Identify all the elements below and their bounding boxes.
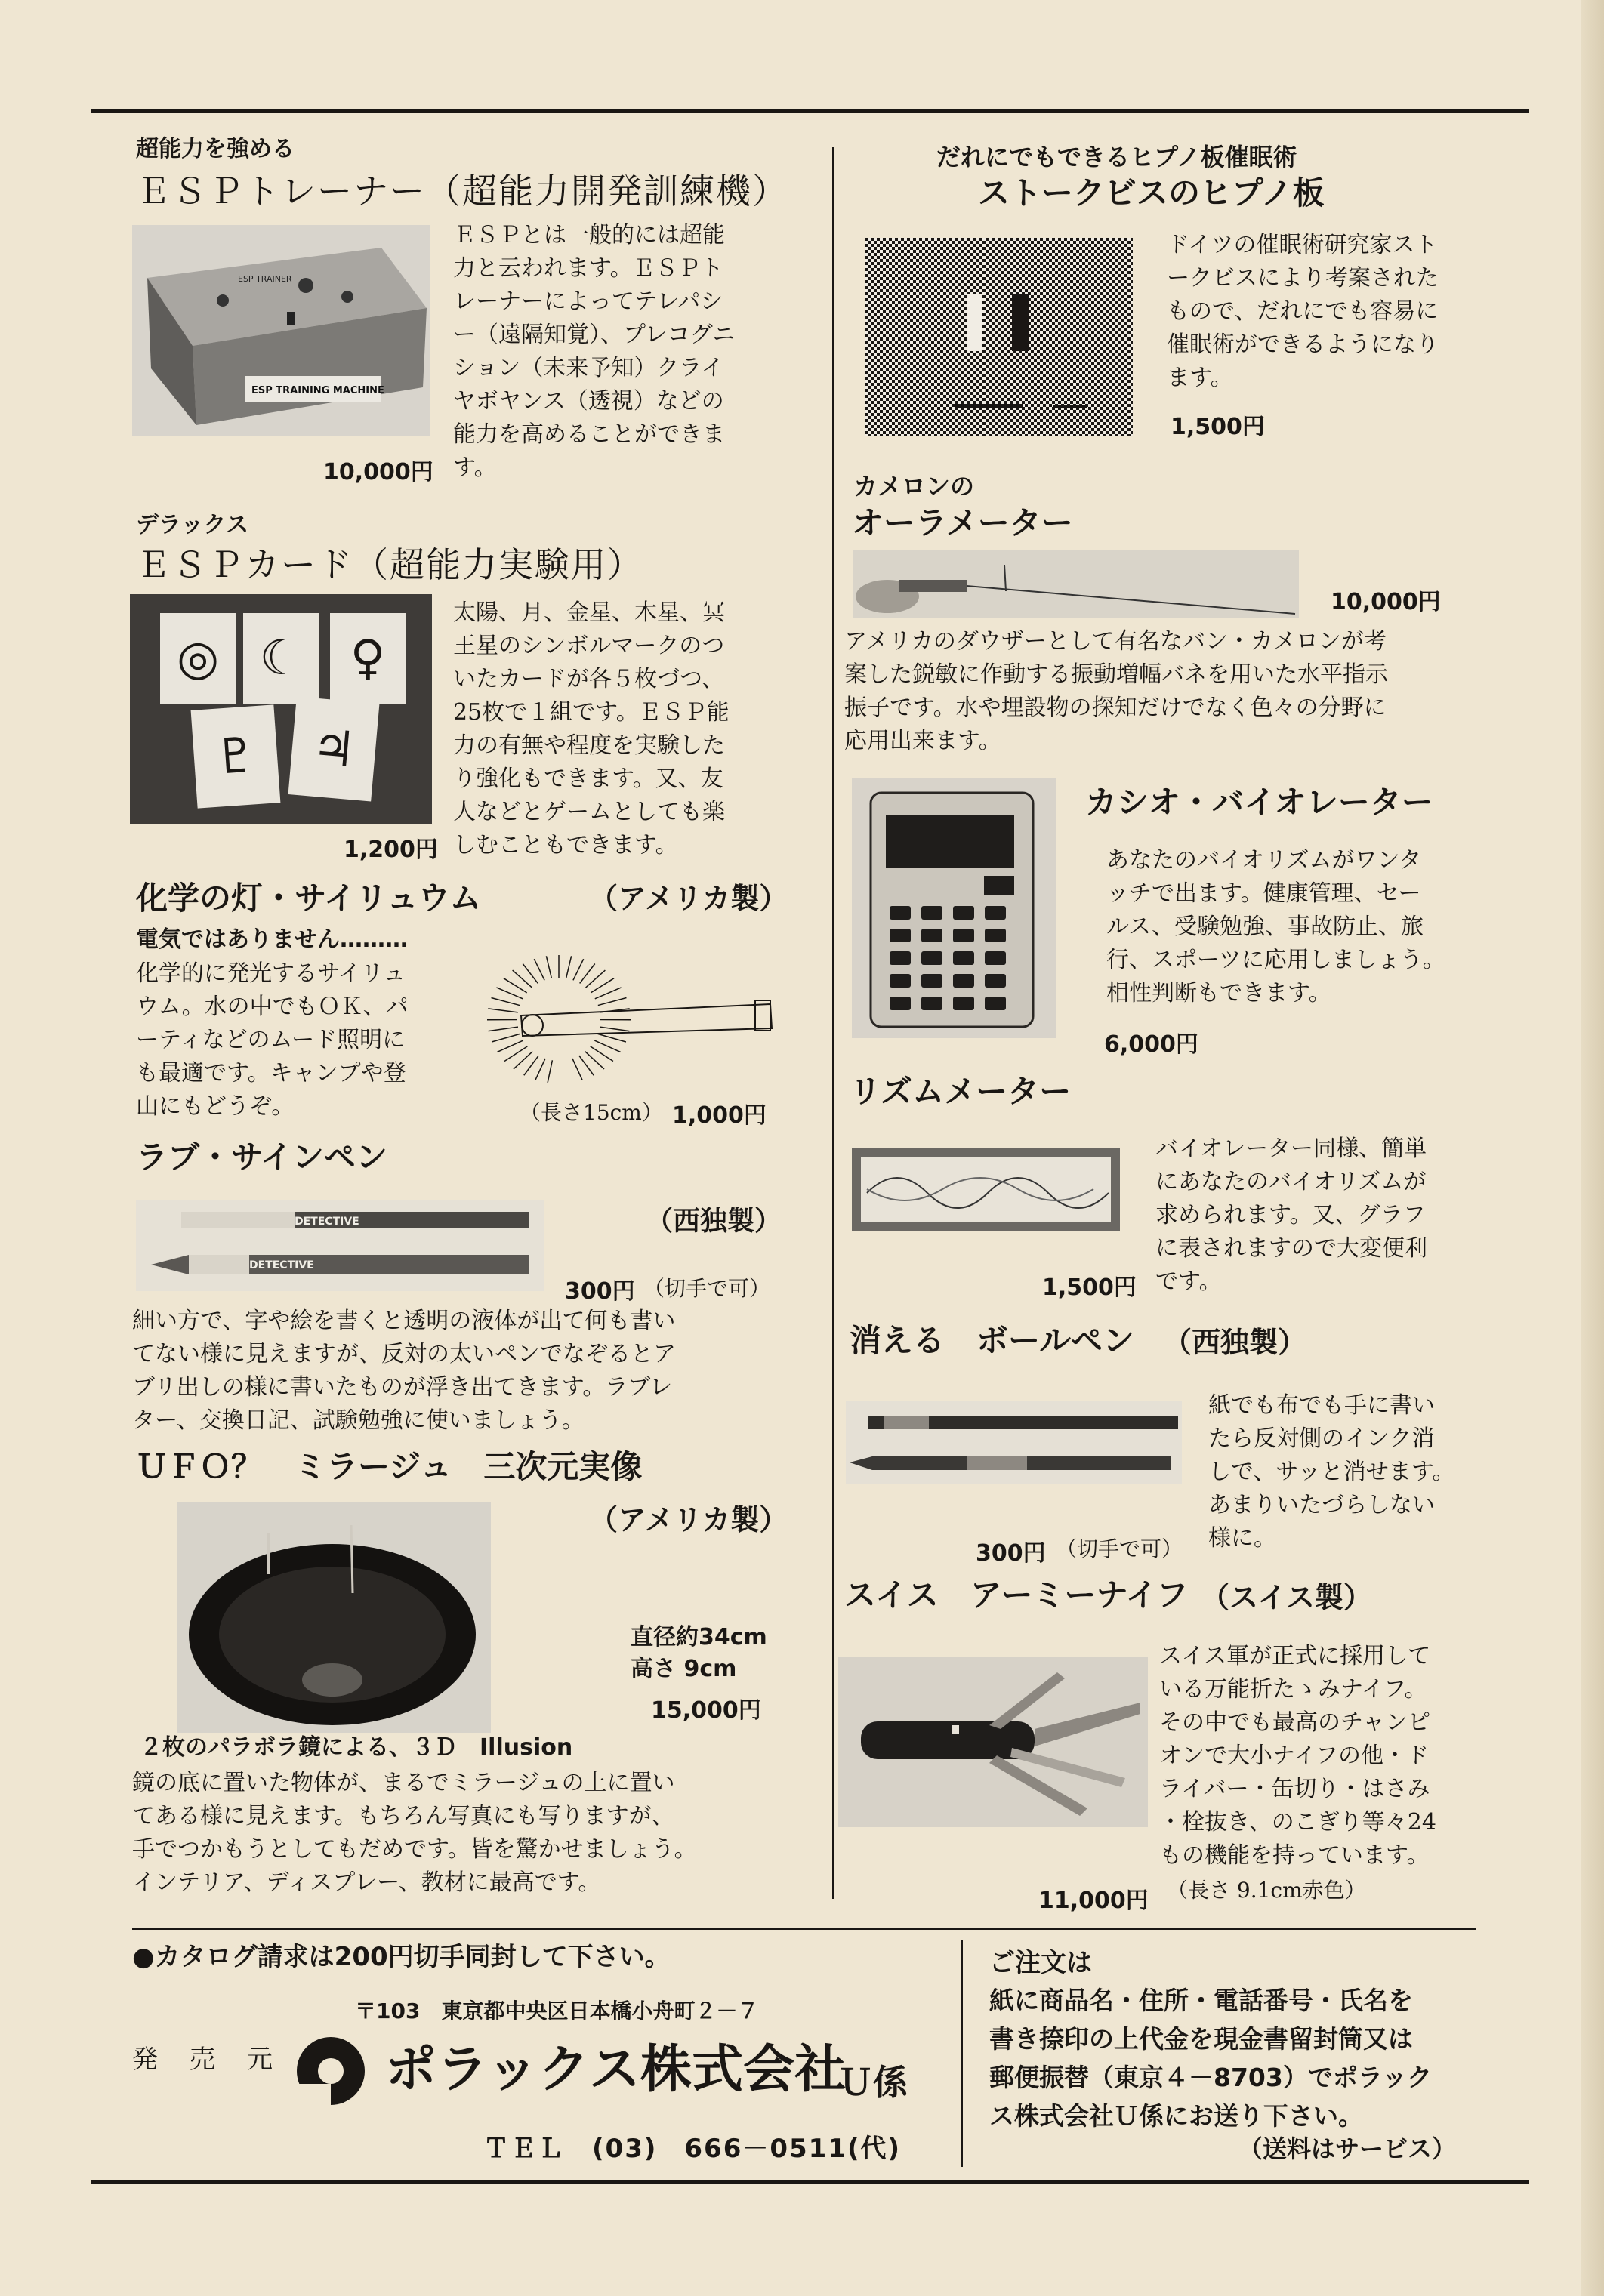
- rhythm-price: 1,500円: [1042, 1274, 1137, 1301]
- desc-line: 手でつかもうとしてもだめです。皆を驚かせましょう。: [132, 1836, 697, 1863]
- love-pen-price-note: （切手で可）: [643, 1276, 771, 1301]
- love-pen-photo: [136, 1200, 544, 1291]
- card-sun: ◎: [160, 613, 236, 704]
- desc-line: スイス軍が正式に採用して: [1159, 1643, 1431, 1669]
- order-line: 郵便振替（東京４－8703）でポラック: [989, 2063, 1433, 2092]
- footer-divider: [961, 1940, 963, 2167]
- esp-cards-description: [453, 596, 730, 862]
- desc-line: ・栓抜き、のこぎり等々24: [1159, 1809, 1436, 1835]
- desc-line: 能力を高めることができま: [453, 421, 725, 448]
- order-line: 書き捺印の上代金を現金書留封筒又は: [989, 2024, 1413, 2054]
- desc-line: いたカードが各５枚づつ、: [453, 666, 724, 692]
- esp-trainer-price: 10,000円: [323, 459, 433, 485]
- desc-line: あまりいたづらしない: [1208, 1492, 1435, 1518]
- seller-label: 発 売 元: [132, 2045, 276, 2075]
- vanishing-pen-description: [1208, 1389, 1454, 1555]
- desc-line: あなたのバイオリズムがワンタ: [1106, 847, 1422, 874]
- card-jupiter: ♃: [288, 696, 380, 801]
- desc-line: いる万能折たゝみナイフ。: [1159, 1676, 1427, 1703]
- swiss-knife-description: [1159, 1640, 1436, 1872]
- cyalume-description: [136, 957, 409, 1123]
- desc-line: てある様に見えます。もちろん写真にも写りますが、: [132, 1803, 674, 1829]
- desc-line: アメリカのダウザーとして有名なバン・カメロンが考: [844, 628, 1387, 655]
- rhythm-description: [1155, 1133, 1427, 1299]
- desc-line: ＥＳＰとは一般的には超能: [453, 222, 725, 248]
- desc-line: 紙でも布でも手に書い: [1208, 1392, 1435, 1419]
- cyalume-origin: （アメリカ製）: [589, 882, 788, 915]
- love-pen-price: 300円: [565, 1278, 635, 1305]
- casio-biolator-photo: [852, 778, 1056, 1038]
- love-pen-origin: （西独製）: [646, 1206, 782, 1237]
- desc-line: にあなたのバイオリズムが: [1155, 1169, 1427, 1195]
- mirage-title: ＵＦＯ？ ミラージュ 三次元実像: [136, 1448, 643, 1485]
- desc-line: 振子です。水や埋設物の探知だけでなく色々の分野に: [844, 695, 1387, 721]
- desc-line: 案した鋭敏に作動する振動増幅バネを用いた水平指示: [844, 661, 1388, 688]
- order-instructions: [989, 1981, 1432, 2135]
- casio-price: 6,000円: [1104, 1031, 1198, 1058]
- desc-line: インテリア、ディスプレー、教材に最高です。: [132, 1869, 601, 1896]
- mirage-photo: [177, 1502, 491, 1733]
- card-pluto: ♇: [191, 704, 281, 808]
- esp-trainer-kicker: 超能力を強める: [136, 136, 295, 162]
- desc-line: す。: [453, 455, 497, 481]
- vanishing-pen-origin: （西独製）: [1163, 1326, 1307, 1359]
- company-name: ポラックス株式会社: [385, 2040, 846, 2100]
- aura-meter-photo: [853, 550, 1299, 618]
- desc-line: り強化もできます。又、友: [453, 766, 723, 792]
- desc-line: 鏡の底に置いた物体が、まるでミラージュの上に置い: [132, 1770, 675, 1796]
- cyalume-size: （長さ15cm）: [520, 1100, 663, 1125]
- desc-line: ライバー・缶切り・はさみ: [1159, 1776, 1430, 1802]
- desc-line: もの機能を持っています。: [1159, 1842, 1430, 1869]
- card-moon: ☾: [243, 613, 319, 704]
- pen-label-top: DETECTIVE: [295, 1216, 359, 1228]
- mirage-height: 高さ 9cm: [631, 1656, 737, 1682]
- desc-line: 行、スポーツに応用しましょう。: [1106, 947, 1445, 973]
- hypno-title: ストークビスのヒプノ板: [978, 174, 1325, 211]
- swiss-knife-photo: [838, 1657, 1148, 1827]
- swiss-knife-price: 11,000円: [1038, 1888, 1149, 1914]
- mirage-description: [132, 1767, 697, 1900]
- swiss-knife-origin: （スイス製）: [1201, 1581, 1372, 1614]
- cyalume-subtitle: 電気ではありません………: [136, 926, 408, 953]
- order-line: ス株式会社Ｕ係にお送り下さい。: [989, 2101, 1363, 2131]
- desc-line: 人などとゲームとしても楽: [453, 799, 725, 825]
- desc-line: ークビスにより考案された: [1167, 265, 1439, 291]
- desc-line: バイオレーター同様、簡単: [1155, 1136, 1427, 1162]
- desc-line: ブリ出しの様に書いたものが浮き出てきます。ラブレ: [132, 1374, 673, 1401]
- order-heading: ご注文は: [989, 1948, 1092, 1978]
- mirage-origin: （アメリカ製）: [589, 1503, 788, 1536]
- desc-line: 力の有無や程度を実験した: [453, 732, 725, 759]
- cyalume-price: 1,000円: [672, 1102, 767, 1129]
- desc-line: 催眠術ができるようになり: [1167, 331, 1439, 358]
- vanishing-pen-price: 300円: [976, 1540, 1046, 1567]
- casio-description: [1106, 844, 1445, 1010]
- desc-line: ー（遠隔知覚）、プレコグニ: [453, 322, 736, 348]
- desc-line: に表されますので大変便利: [1155, 1235, 1427, 1262]
- love-pen-description: [132, 1305, 676, 1438]
- catalog-note: ●カタログ請求は200円切手同封して下さい。: [132, 1942, 671, 1972]
- esp-trainer-photo: [132, 225, 430, 436]
- rhythm-meter-photo: [852, 1148, 1120, 1231]
- esp-trainer-title: ＥＳＰトレーナー（超能力開発訓練機）: [136, 171, 788, 211]
- desc-line: 化学的に発光するサイリュ: [136, 960, 406, 987]
- esp-trainer-badge-label: ESP TRAINING MACHINE: [251, 385, 384, 396]
- desc-line: 山にもどうぞ。: [136, 1093, 295, 1120]
- desc-line: ウム。水の中でもＯＫ、パ: [136, 994, 409, 1020]
- esp-cards-photo: [130, 594, 432, 824]
- column-divider: [832, 147, 834, 1899]
- seller-address: 〒103 東京都中央区日本橋小舟町２－７: [355, 1999, 759, 2023]
- hypno-board-photo: [865, 238, 1133, 436]
- esp-cards-price: 1,200円: [344, 837, 438, 863]
- hypno-price: 1,500円: [1171, 414, 1265, 440]
- hypno-description: [1167, 229, 1439, 395]
- desc-line: もので、だれにでも容易に: [1167, 298, 1439, 325]
- desc-line: 求められます。又、グラフ: [1155, 1202, 1426, 1228]
- bottom-rule: [91, 2180, 1529, 2184]
- company-logo: [297, 2037, 365, 2105]
- desc-line: しで、サッと消せます。: [1208, 1459, 1455, 1485]
- company-dept: Ｕ係: [838, 2062, 908, 2103]
- desc-line: 応用出来ます。: [844, 728, 1001, 754]
- desc-line: たら反対側のインク消: [1208, 1425, 1435, 1452]
- desc-line: 力と云われます。ＥＳＰト: [453, 255, 723, 282]
- desc-line: も最適です。キャンプや登: [136, 1060, 406, 1086]
- cyalume-title: 化学の灯・サイリュウム: [136, 880, 482, 917]
- hypno-kicker: だれにでもできるヒプノ板催眠術: [936, 143, 1297, 171]
- desc-line: しむこともできます。: [453, 832, 678, 858]
- cyalume-illustration: [476, 944, 778, 1087]
- mirage-diameter: 直径約34cm: [631, 1624, 767, 1650]
- desc-line: ーティなどのムード照明に: [136, 1027, 406, 1053]
- desc-line: ション（未来予知）クライ: [453, 355, 724, 381]
- aura-description: [844, 625, 1388, 758]
- love-pen-title: ラブ・サインペン: [136, 1139, 388, 1176]
- desc-line: ター、交換日記、試験勉強に使いましょう。: [132, 1407, 585, 1434]
- page-edge: [1581, 0, 1604, 2296]
- rhythm-title: リズムメーター: [850, 1073, 1072, 1110]
- order-line: 紙に商品名・住所・電話番号・氏名を: [989, 1986, 1413, 2015]
- swiss-knife-title: スイス アーミーナイフ: [844, 1576, 1189, 1613]
- desc-line: ヤボヤンス（透視）などの: [453, 388, 724, 415]
- mirage-subtitle: ２枚のパラボラ鏡による、３Ｄ Illusion: [140, 1734, 573, 1761]
- desc-line: 王星のシンボルマークのつ: [453, 633, 725, 659]
- desc-line: ルス、受験勉強、事故防止、旅: [1106, 914, 1424, 940]
- desc-line: 様に。: [1208, 1525, 1276, 1552]
- aura-price: 10,000円: [1331, 589, 1441, 615]
- top-rule: [91, 109, 1529, 113]
- company-tel: ＴＥＬ (03) 666－0511(代): [483, 2134, 902, 2164]
- aura-kicker: カメロンの: [853, 472, 975, 501]
- esp-trainer-panel-label: ESP TRAINER: [238, 274, 292, 284]
- desc-line: ます。: [1167, 365, 1233, 391]
- vanishing-pen-price-note: （切手で可）: [1056, 1536, 1183, 1561]
- pen-label-bottom: DETECTIVE: [249, 1259, 314, 1271]
- desc-line: です。: [1155, 1268, 1222, 1295]
- desc-line: 太陽、月、金星、木星、冥: [453, 599, 725, 626]
- desc-line: その中でも最高のチャンピ: [1159, 1709, 1431, 1736]
- desc-line: ッチで出ます。健康管理、セー: [1106, 880, 1421, 907]
- footer-rule: [132, 1928, 1476, 1930]
- esp-cards-kicker: デラックス: [136, 512, 249, 538]
- mirage-price: 15,000円: [651, 1697, 761, 1724]
- aura-title: オーラメーター: [852, 504, 1073, 541]
- desc-line: てない様に見えますが、反対の太いペンでなぞるとア: [132, 1341, 676, 1367]
- desc-line: 細い方で、字や絵を書くと透明の液体が出て何も書い: [132, 1308, 676, 1334]
- desc-line: 25枚で１組です。ＥＳＰ能: [453, 699, 730, 726]
- desc-line: オンで大小ナイフの他・ド: [1159, 1743, 1429, 1769]
- vanishing-pen-photo: [846, 1401, 1182, 1484]
- shipping-note: （送料はサービス）: [1238, 2134, 1457, 2163]
- esp-cards-title: ＥＳＰカード（超能力実験用）: [136, 544, 643, 585]
- esp-trainer-description: [453, 219, 735, 485]
- desc-line: 相性判断もできます。: [1106, 980, 1331, 1006]
- mirage-specs: [631, 1622, 767, 1685]
- desc-line: ドイツの催眠術研究家スト: [1167, 232, 1438, 258]
- casio-title: カシオ・バイオレーター: [1085, 784, 1433, 821]
- card-venus: ♀: [330, 613, 406, 704]
- vanishing-pen-title: 消える ボールペン: [850, 1322, 1135, 1359]
- swiss-knife-size: （長さ 9.1cm赤色）: [1167, 1878, 1366, 1903]
- desc-line: レーナーによってテレパシ: [453, 288, 723, 315]
